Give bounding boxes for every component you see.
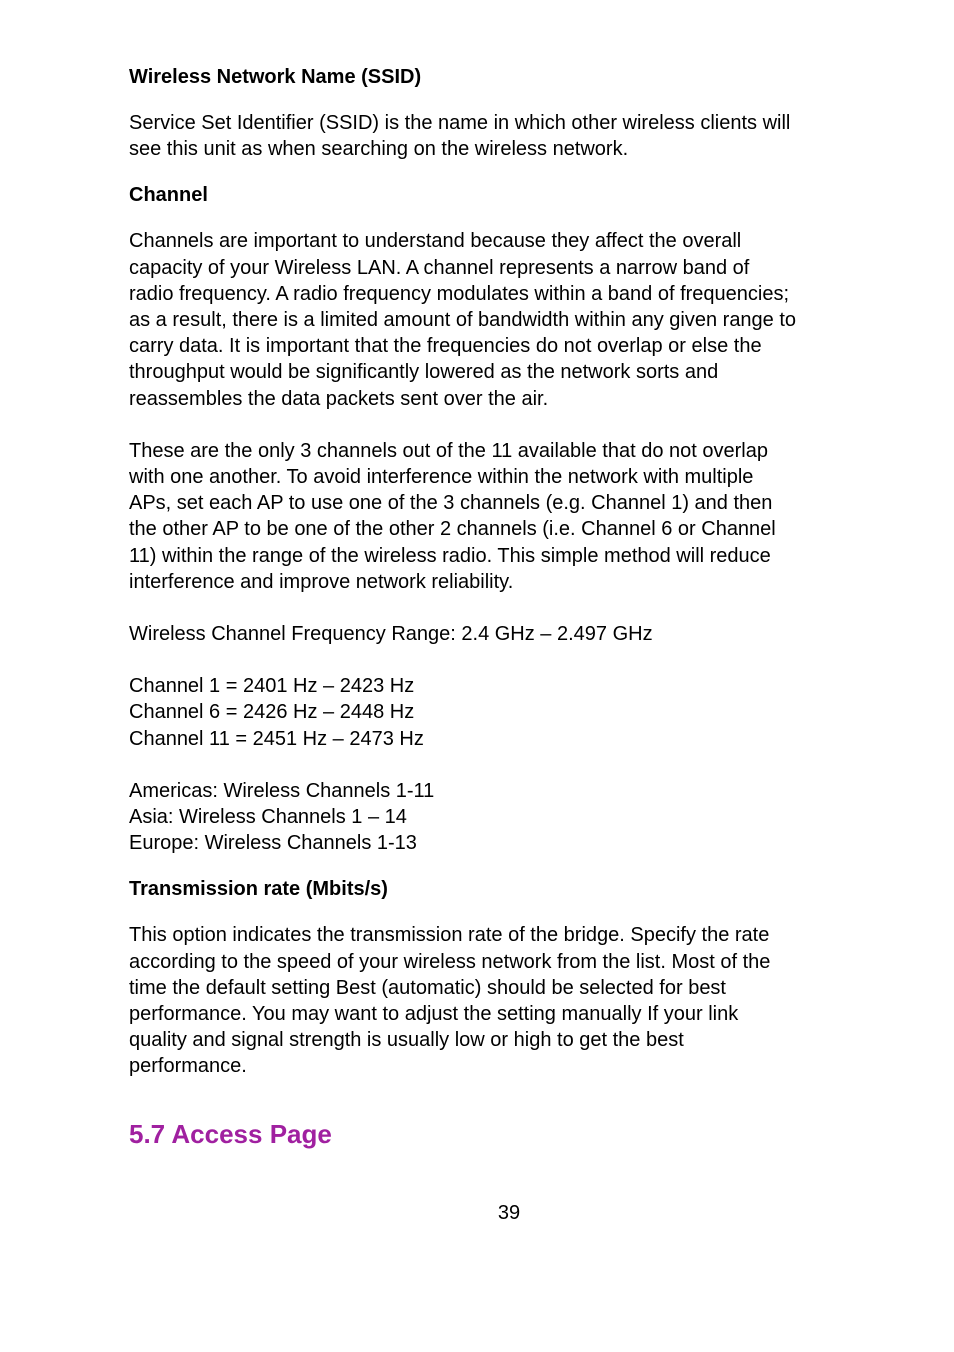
- region-item: Asia: Wireless Channels 1 – 14: [129, 806, 407, 829]
- text-line: reassembles the data packets sent over the air.: [129, 387, 549, 410]
- text-line: throughput would be significantly lowered as the network sorts and: [129, 361, 719, 384]
- page-number: 39: [497, 1202, 521, 1224]
- transmission-description: [129, 922, 889, 1079]
- channel-paragraph-1: [129, 228, 889, 411]
- text-line: Channels are important to understand because they affect the overall: [129, 230, 742, 253]
- text-line: carry data. It is important that the frequencies do not overlap or else the: [129, 335, 762, 358]
- text-line: with one another. To avoid interference within the network with multiple: [129, 466, 754, 489]
- ssid-heading: Wireless Network Name (SSID): [129, 66, 422, 88]
- text-line: This option indicates the transmission rate of the bridge. Specify the rate: [129, 924, 770, 947]
- region-list: [129, 778, 889, 857]
- channel-item: Channel 11 = 2451 Hz – 2473 Hz: [129, 727, 424, 750]
- section-title: 5.7 Access Page: [129, 1118, 332, 1149]
- text-line: quality and signal strength is usually low or high to get the best: [129, 1029, 684, 1052]
- frequency-range: Wireless Channel Frequency Range: 2.4 GHz – 2.497 GHz: [129, 623, 653, 646]
- channel-list: [129, 673, 889, 752]
- text-line: time the default setting Best (automatic) should be selected for best: [129, 976, 726, 999]
- channel-heading: Channel: [129, 184, 208, 207]
- text-line: APs, set each AP to use one of the 3 channels (e.g. Channel 1) and then: [129, 492, 773, 515]
- text-line: as a result, there is a limited amount of bandwidth within any given range to: [129, 309, 797, 332]
- text-line: These are the only 3 channels out of the 11 available that do not overlap: [129, 439, 768, 462]
- text-line: performance. You may want to adjust the setting manually If your link: [129, 1003, 739, 1026]
- text-line: see this unit as when searching on the wireless network.: [129, 138, 629, 161]
- transmission-heading: Transmission rate (Mbits/s): [129, 878, 388, 901]
- channel-item: Channel 6 = 2426 Hz – 2448 Hz: [129, 701, 415, 724]
- region-item: Europe: Wireless Channels 1-13: [129, 832, 417, 855]
- ssid-description: [129, 110, 889, 162]
- text-line: interference and improve network reliability.: [129, 570, 514, 593]
- text-line: according to the speed of your wireless network from the list. Most of the: [129, 950, 771, 973]
- text-line: performance.: [129, 1055, 247, 1078]
- text-line: Service Set Identifier (SSID) is the name in which other wireless clients will: [129, 112, 791, 134]
- text-line: 11) within the range of the wireless radio. This simple method will reduce: [129, 544, 771, 567]
- page-content: [129, 64, 889, 1150]
- channel-paragraph-2: [129, 438, 889, 595]
- text-line: the other AP to be one of the other 2 channels (i.e. Channel 6 or Channel: [129, 518, 776, 541]
- text-line: radio frequency. A radio frequency modulates within a band of frequencies;: [129, 282, 790, 305]
- channel-item: Channel 1 = 2401 Hz – 2423 Hz: [129, 675, 415, 698]
- region-item: Americas: Wireless Channels 1-11: [129, 779, 435, 802]
- text-line: capacity of your Wireless LAN. A channel represents a narrow band of: [129, 256, 750, 279]
